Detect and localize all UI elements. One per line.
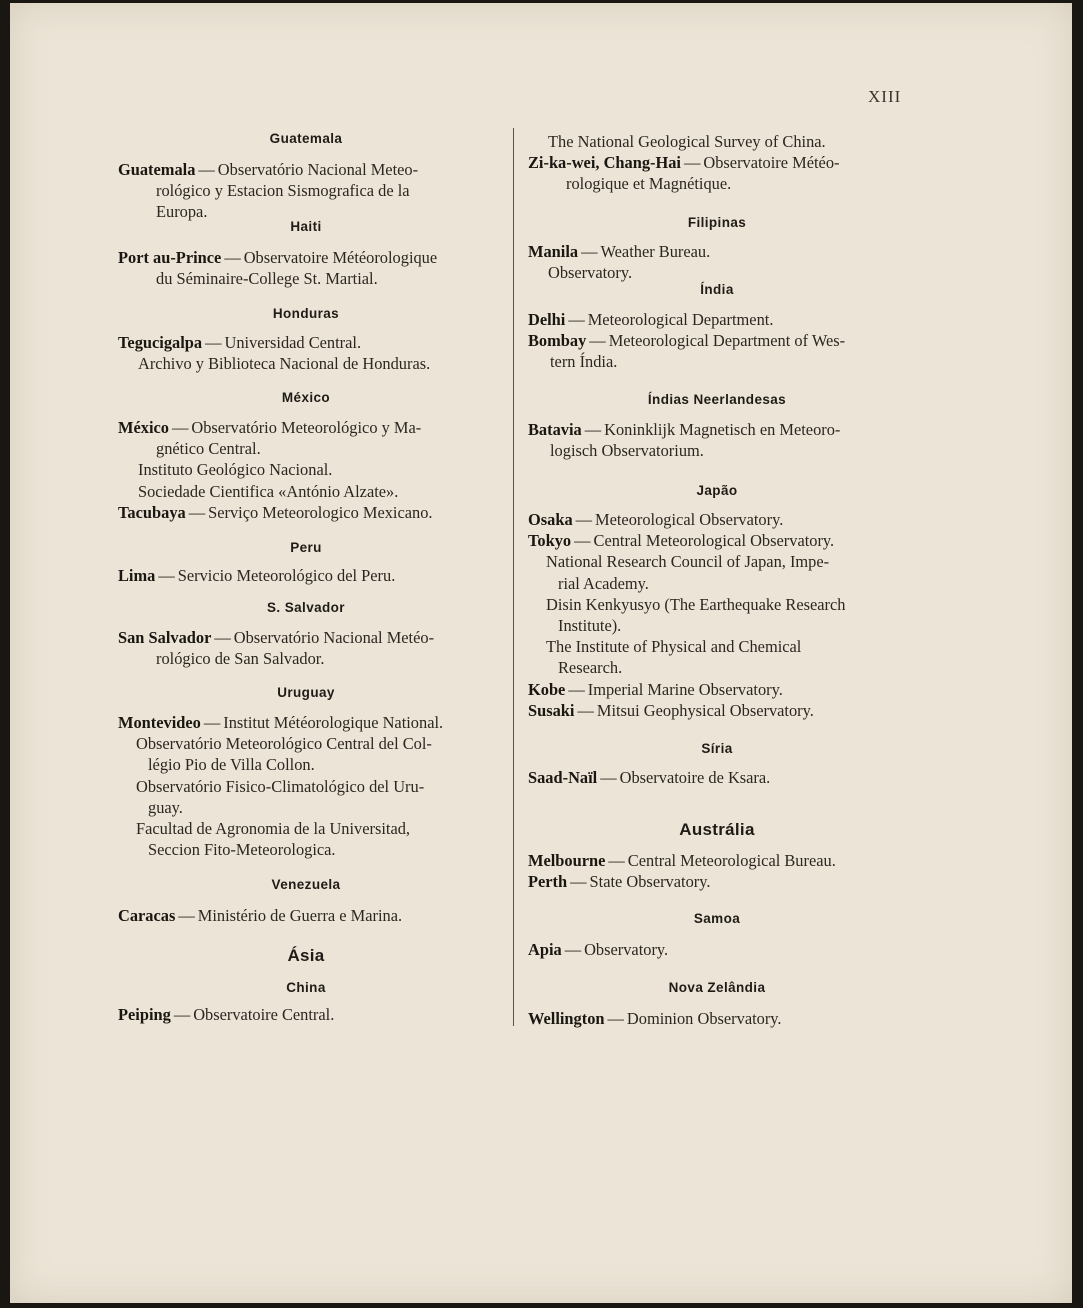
section-heading-mexico: México <box>281 390 331 405</box>
section-heading-honduras: Honduras <box>272 306 340 321</box>
entry-montevideo: Montevideo — Institut Météorologique National. Observatório Meteorológico Central del Col- légio Pio de Villa Collon. Observatório Fisico-Climatológico del Uru- guay. Facultad de Agronomia de la Universitad, Seccion Fito-Meteorologica. <box>118 713 444 860</box>
entry-manila: Manila — Weather Bureau. Observatory. <box>528 242 711 283</box>
entry-china-continued: The National Geological Survey of China. Zi-ka-wei, Chang-Hai — Observatoire Météo- rologique et Magnétique. <box>528 132 840 194</box>
section-heading-nova-zelandia: Nova Zelândia <box>668 980 766 995</box>
entry-saad-nail: Saad-Naïl — Observatoire de Ksara. <box>528 768 771 787</box>
section-heading-guatemala: Guatemala <box>269 131 343 146</box>
page-number: XIII <box>868 87 902 106</box>
entry-apia: Apia — Observatory. <box>528 940 669 959</box>
section-heading-s-salvador: S. Salvador <box>267 600 345 615</box>
column-divider <box>513 128 514 1026</box>
entry-tegucigalpa: Tegucigalpa — Universidad Central. Archivo y Biblioteca Nacional de Honduras. <box>118 333 431 374</box>
entry-san-salvador: San Salvador — Observatório Nacional Metéo- rológico de San Salvador. <box>118 628 435 669</box>
section-heading-haiti: Haiti <box>290 219 322 234</box>
book-page <box>10 3 1072 1303</box>
entry-batavia: Batavia — Koninklijk Magnetisch en Meteoro- logisch Observatorium. <box>528 420 841 461</box>
section-heading-asia: Ásia <box>287 946 325 965</box>
section-heading-china: China <box>286 980 326 995</box>
section-heading-uruguay: Uruguay <box>277 685 335 700</box>
section-heading-samoa: Samoa <box>693 911 741 926</box>
section-heading-indias-neerlandesas: Índias Neerlandesas <box>647 392 787 407</box>
section-heading-japao: Japão <box>696 483 738 498</box>
entry-caracas: Caracas — Ministério de Guerra e Marina. <box>118 906 403 925</box>
section-heading-india: Índia <box>700 282 734 297</box>
entry-japao: Osaka — Meteorological Observatory. Tokyo — Central Meteorological Observatory. National Research Council of Japan, Impe- rial Academy. Disin Kenkyusyo (The Earthequake Research Institute). The Institute of Physical and Chemical Research. Kobe — Imperial Marine Observatory. Susaki — Mitsui Geophysical Observatory. <box>528 510 846 720</box>
entry-name: Guatemala <box>118 160 196 179</box>
section-heading-venezuela: Venezuela <box>271 877 341 892</box>
entry-peiping: Peiping — Observatoire Central. <box>118 1005 335 1024</box>
entry-india: Delhi — Meteorological Department. Bombay — Meteorological Department of Wes- tern Índia. <box>528 310 846 372</box>
section-heading-australia: Austrália <box>679 820 755 839</box>
entry-mexico: México — Observatório Meteorológico y Ma- gnético Central. Instituto Geológico Nacional. Sociedade Cientifica «António Alzate». Tacubaya — Serviço Meteorologico Mexicano. <box>118 418 433 522</box>
entry-wellington: Wellington — Dominion Observatory. <box>528 1009 782 1028</box>
entry-guatemala: Guatemala — Observatório Nacional Meteo- rológico y Estacion Sismografica de la Europa. <box>118 160 419 222</box>
entry-australia: Melbourne — Central Meteorological Bureau. Perth — State Observatory. <box>528 851 836 892</box>
entry-port-au-prince: Port au-Prince — Observatoire Météorologique du Séminaire-College St. Martial. <box>118 248 438 289</box>
section-heading-filipinas: Filipinas <box>687 215 747 230</box>
section-heading-siria: Síria <box>701 741 733 756</box>
section-heading-peru: Peru <box>290 540 322 555</box>
entry-lima: Lima — Servicio Meteorológico del Peru. <box>118 566 396 585</box>
